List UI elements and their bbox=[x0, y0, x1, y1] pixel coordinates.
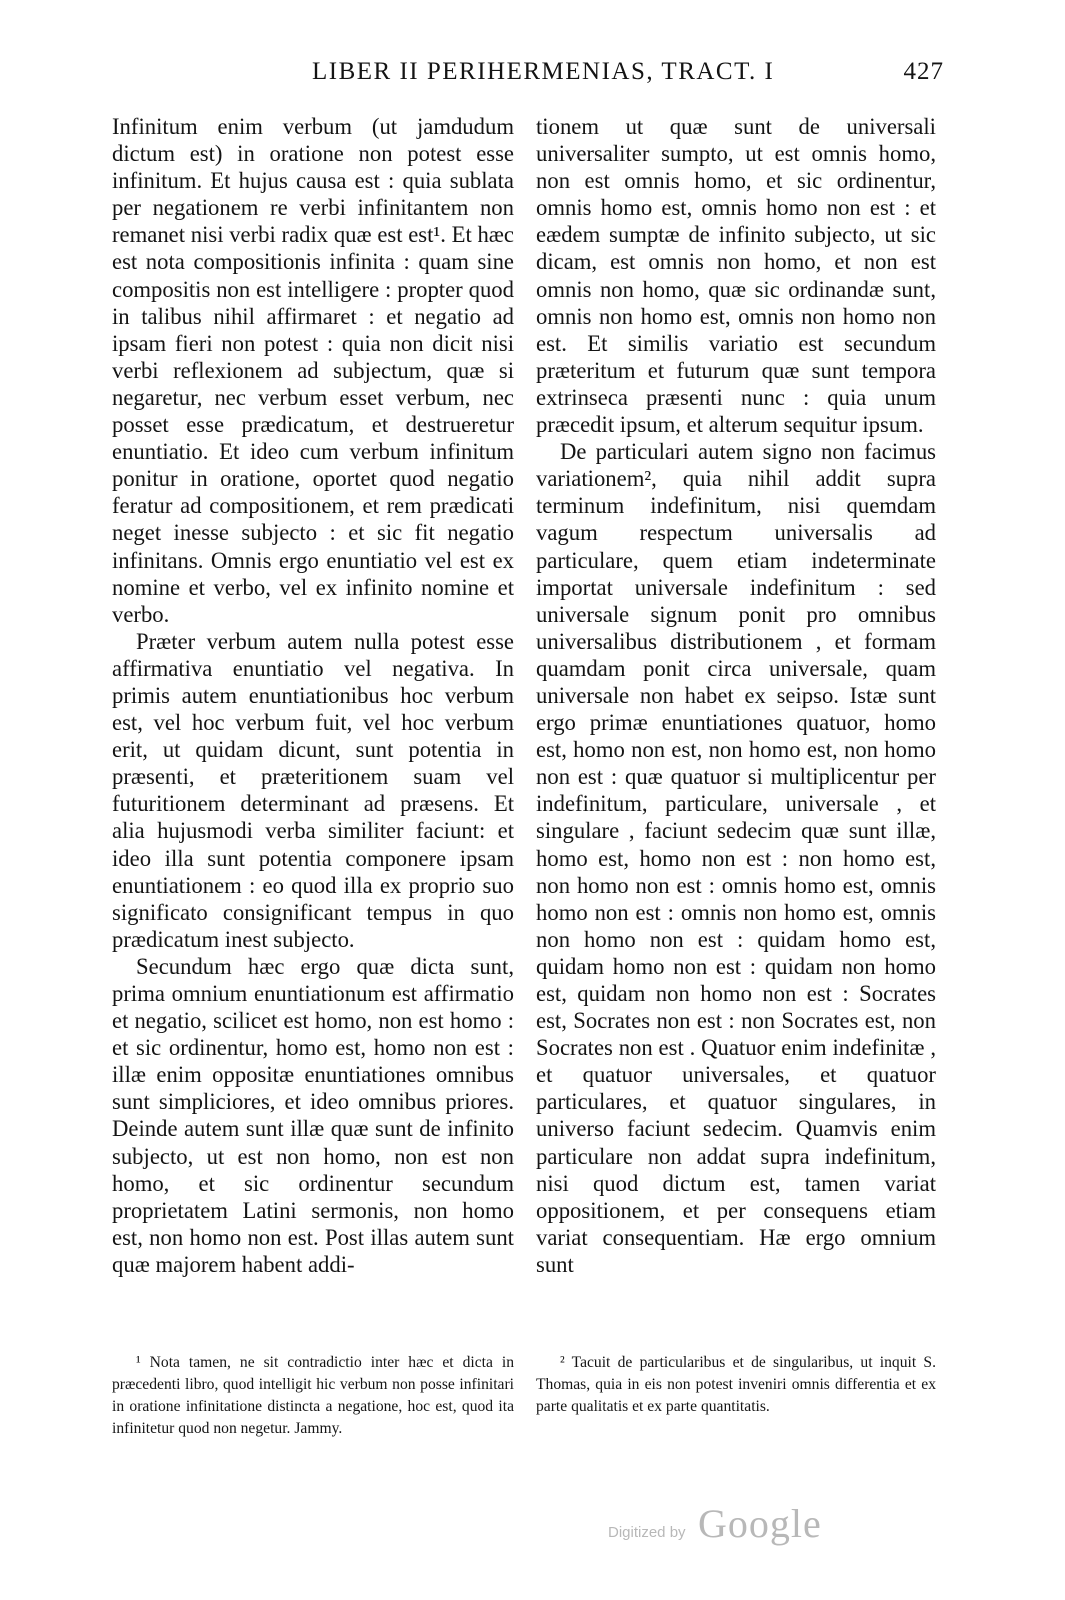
paragraph: tionem ut quæ sunt de universali universaliter sumpto, ut est omnis homo, non est omnis homo, et sic ordinentur, omnis homo est, omnis homo non est : et eædem sumptæ de infinito subjecto, ut sic dicam, est omnis non homo, et non est omnis non homo, quæ sic ordinandæ sunt, omnis non homo est, omnis non homo non est. Et similis variatio est secundum præteritum et futurum quæ sunt tempora extrinseca præsenti nunc : quia unum præcedit ipsum, et alterum sequitur ipsum. bbox=[536, 114, 936, 438]
footnote-text: ² Tacuit de particularibus et de singularibus, ut inquit S. Thomas, quia in eis non potest inveniri omnis differentia et ex parte qualitatis et ex parte quantitatis. bbox=[536, 1354, 936, 1415]
paragraph: Infinitum enim verbum (ut jamdudum dictum est) in oratione non potest esse infinitum. Et hujus causa est : quia sublata per negationem re verbi infinitantem non remanet nisi verbi radix quæ est est¹. Et hæc est nota compositionis infinita : quam sine compositis non est intelligere : propter quod in talibus nihil affirmaret : et negatio ad ipsam fieri non potest : quia non dicit nisi verbi reflexionem ad subjectum, quæ si negaretur, nec verbum esset verbum, nec posset esse prædicatum, et destrueretur enuntiatio. Et ideo cum verbum infinitum ponitur in oratione, oportet quod negatio feratur ad compositionem, et rem prædicati neget inesse subjecto : et sic fit negatio infinitans. Omnis ergo enuntiatio vel est ex nomine et verbo, vel ex infinito nomine et verbo. bbox=[112, 114, 514, 627]
paragraph: Secundum hæc ergo quæ dicta sunt, prima omnium enuntiationum est affirmatio et negatio, scilicet est homo, non est homo : et sic ordinentur, homo est, homo non est : illæ enim oppositæ enuntiationes omnibus sunt simpliciores, et ideo omnibus priores. Deinde autem sunt illæ quæ sunt de infinito subjecto, ut est non homo, non est non homo, et sic ordinentur secundum proprietatem Latini sermonis, non homo est, non homo non est. Post illas autem sunt quæ majorem habent addi- bbox=[112, 953, 514, 1277]
right-column bbox=[536, 113, 936, 1278]
footnote-left bbox=[112, 1352, 514, 1440]
running-title: LIBER II PERIHERMENIAS, TRACT. I bbox=[312, 58, 775, 85]
paragraph: De particulari autem signo non facimus variationem², quia nihil addit supra terminum indefinitum, nisi quemdam vagum respectum universalis ad particulare, quem etiam indeterminate importat universale indefinitum : sed universale signum ponit pro omnibus universalibus distributionem , et formam quamdam ponit circa universale, quam universale non habet ex seipso. Istæ sunt ergo primæ enuntiationes quatuor, homo est, homo non est, non homo est, non homo non est : quæ quatuor si multiplicentur per indefinitum, particulare, universale , et singulare , faciunt sedecim quæ sunt illæ, homo est, homo non est : non homo est, non homo non est : omnis homo est, omnis homo non est : omnis non homo est, omnis non homo non est : quidam homo est, quidam homo non est : quidam non homo est, quidam non homo non est : Socrates est, Socrates non est : non Socrates est, non Socrates non est . Quatuor enim indefinitæ , et quatuor universales, et quatuor particulares, et quatuor singulares, in universo faciunt sedecim. Quamvis enim particulare non addat supra indefinitum, nisi quod dictum est, tamen variat oppositionem, et per consequens etiam variat consequentiam. Hæ ergo omnium sunt bbox=[536, 439, 936, 1277]
footnote-text: ¹ Nota tamen, ne sit contradictio inter hæc et dicta in præcedenti libro, quod intelligit hic verbum non posse infinitari in oratione infinitatione distincta a negatione, hoc est, quod ita infinitetur quod non negetur. Jammy. bbox=[112, 1354, 514, 1437]
google-logo: Google bbox=[698, 1501, 822, 1546]
watermark-prefix: Digitized by bbox=[608, 1524, 686, 1541]
footnote-right bbox=[536, 1352, 936, 1418]
running-header bbox=[0, 58, 1065, 98]
paragraph: Præter verbum autem nulla potest esse affirmativa enuntiatio vel negativa. In primis autem enuntiationibus hoc verbum est, vel hoc verbum fuit, vel hoc verbum erit, ut quidam dicunt, sunt potentia in præsenti, et præteritionem suam vel futuritionem determinant ad præsens. Et alia hujusmodi verba similiter faciunt: et ideo illa sunt potentia componere ipsam enuntiationem : eo quod illa ex proprio suo significato consignificant tempus in quo prædicatum inest subjecto. bbox=[112, 628, 514, 952]
page-number: 427 bbox=[903, 58, 944, 85]
digitized-by-google-watermark bbox=[608, 1500, 838, 1550]
left-column bbox=[112, 113, 514, 1278]
